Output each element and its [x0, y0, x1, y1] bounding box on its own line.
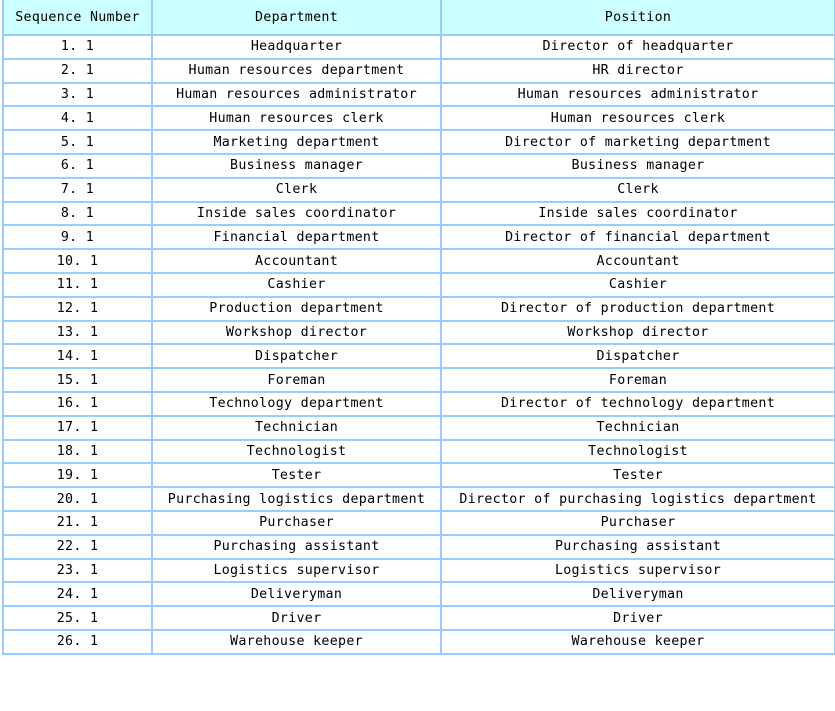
cell-sequence-number: 4. 1: [3, 106, 152, 130]
cell-department: Human resources department: [152, 59, 441, 83]
cell-sequence-number: 18. 1: [3, 440, 152, 464]
table-row: [3, 59, 835, 83]
table-row: [3, 344, 835, 368]
cell-department: Technician: [152, 416, 441, 440]
cell-position: Workshop director: [441, 321, 835, 345]
column-header-sequence-number: Sequence Number: [3, 0, 152, 35]
cell-position: Dispatcher: [441, 344, 835, 368]
cell-sequence-number: 22. 1: [3, 535, 152, 559]
cell-sequence-number: 7. 1: [3, 178, 152, 202]
cell-department: Clerk: [152, 178, 441, 202]
table-row: [3, 83, 835, 107]
cell-position: Business manager: [441, 154, 835, 178]
cell-department: Headquarter: [152, 35, 441, 59]
cell-sequence-number: 21. 1: [3, 511, 152, 535]
cell-position: Deliveryman: [441, 582, 835, 606]
table-row: [3, 487, 835, 511]
table-row: [3, 511, 835, 535]
cell-sequence-number: 24. 1: [3, 582, 152, 606]
cell-position: Director of headquarter: [441, 35, 835, 59]
cell-department: Human resources administrator: [152, 83, 441, 107]
cell-department: Cashier: [152, 273, 441, 297]
cell-sequence-number: 25. 1: [3, 606, 152, 630]
table-row: [3, 535, 835, 559]
table-header: [3, 0, 835, 35]
cell-department: Production department: [152, 297, 441, 321]
table-row: [3, 321, 835, 345]
cell-sequence-number: 10. 1: [3, 249, 152, 273]
cell-position: Driver: [441, 606, 835, 630]
table-row: [3, 463, 835, 487]
table-row: [3, 106, 835, 130]
cell-position: Foreman: [441, 368, 835, 392]
cell-sequence-number: 3. 1: [3, 83, 152, 107]
cell-department: Purchasing logistics department: [152, 487, 441, 511]
table-row: [3, 178, 835, 202]
cell-sequence-number: 26. 1: [3, 630, 152, 654]
table-row: [3, 416, 835, 440]
column-header-position: Position: [441, 0, 835, 35]
cell-sequence-number: 1. 1: [3, 35, 152, 59]
table-row: [3, 582, 835, 606]
cell-position: Warehouse keeper: [441, 630, 835, 654]
cell-position: Director of production department: [441, 297, 835, 321]
cell-position: Inside sales coordinator: [441, 202, 835, 226]
cell-sequence-number: 14. 1: [3, 344, 152, 368]
cell-sequence-number: 16. 1: [3, 392, 152, 416]
cell-department: Tester: [152, 463, 441, 487]
cell-department: Logistics supervisor: [152, 559, 441, 583]
cell-department: Inside sales coordinator: [152, 202, 441, 226]
cell-position: Human resources administrator: [441, 83, 835, 107]
cell-sequence-number: 9. 1: [3, 225, 152, 249]
cell-sequence-number: 2. 1: [3, 59, 152, 83]
cell-department: Workshop director: [152, 321, 441, 345]
cell-position: Tester: [441, 463, 835, 487]
cell-sequence-number: 8. 1: [3, 202, 152, 226]
cell-sequence-number: 5. 1: [3, 130, 152, 154]
cell-sequence-number: 13. 1: [3, 321, 152, 345]
table-row: [3, 273, 835, 297]
cell-sequence-number: 23. 1: [3, 559, 152, 583]
cell-sequence-number: 6. 1: [3, 154, 152, 178]
cell-position: Human resources clerk: [441, 106, 835, 130]
table-row: [3, 606, 835, 630]
cell-department: Business manager: [152, 154, 441, 178]
cell-sequence-number: 17. 1: [3, 416, 152, 440]
cell-position: Clerk: [441, 178, 835, 202]
table-row: [3, 392, 835, 416]
cell-position: Purchaser: [441, 511, 835, 535]
cell-position: Director of financial department: [441, 225, 835, 249]
cell-department: Dispatcher: [152, 344, 441, 368]
cell-department: Driver: [152, 606, 441, 630]
cell-sequence-number: 19. 1: [3, 463, 152, 487]
org-position-table: [2, 0, 835, 655]
cell-position: HR director: [441, 59, 835, 83]
cell-position: Technician: [441, 416, 835, 440]
cell-department: Technologist: [152, 440, 441, 464]
cell-department: Warehouse keeper: [152, 630, 441, 654]
cell-position: Cashier: [441, 273, 835, 297]
table-row: [3, 440, 835, 464]
cell-department: Purchasing assistant: [152, 535, 441, 559]
cell-sequence-number: 12. 1: [3, 297, 152, 321]
table-row: [3, 202, 835, 226]
table-row: [3, 559, 835, 583]
cell-position: Purchasing assistant: [441, 535, 835, 559]
cell-position: Director of purchasing logistics department: [441, 487, 835, 511]
org-position-table-frame: [2, 0, 835, 655]
table-row: [3, 368, 835, 392]
cell-department: Accountant: [152, 249, 441, 273]
table-row: [3, 225, 835, 249]
table-row: [3, 249, 835, 273]
cell-department: Human resources clerk: [152, 106, 441, 130]
table-row: [3, 630, 835, 654]
cell-department: Deliveryman: [152, 582, 441, 606]
table-row: [3, 35, 835, 59]
cell-position: Director of marketing department: [441, 130, 835, 154]
table-row: [3, 130, 835, 154]
cell-position: Director of technology department: [441, 392, 835, 416]
table-row: [3, 297, 835, 321]
cell-department: Marketing department: [152, 130, 441, 154]
cell-department: Foreman: [152, 368, 441, 392]
cell-department: Financial department: [152, 225, 441, 249]
table-row: [3, 154, 835, 178]
cell-sequence-number: 11. 1: [3, 273, 152, 297]
header-row: [3, 0, 835, 35]
cell-position: Accountant: [441, 249, 835, 273]
cell-department: Technology department: [152, 392, 441, 416]
cell-position: Logistics supervisor: [441, 559, 835, 583]
table-body: [3, 35, 835, 654]
column-header-department: Department: [152, 0, 441, 35]
cell-department: Purchaser: [152, 511, 441, 535]
cell-sequence-number: 20. 1: [3, 487, 152, 511]
cell-sequence-number: 15. 1: [3, 368, 152, 392]
cell-position: Technologist: [441, 440, 835, 464]
